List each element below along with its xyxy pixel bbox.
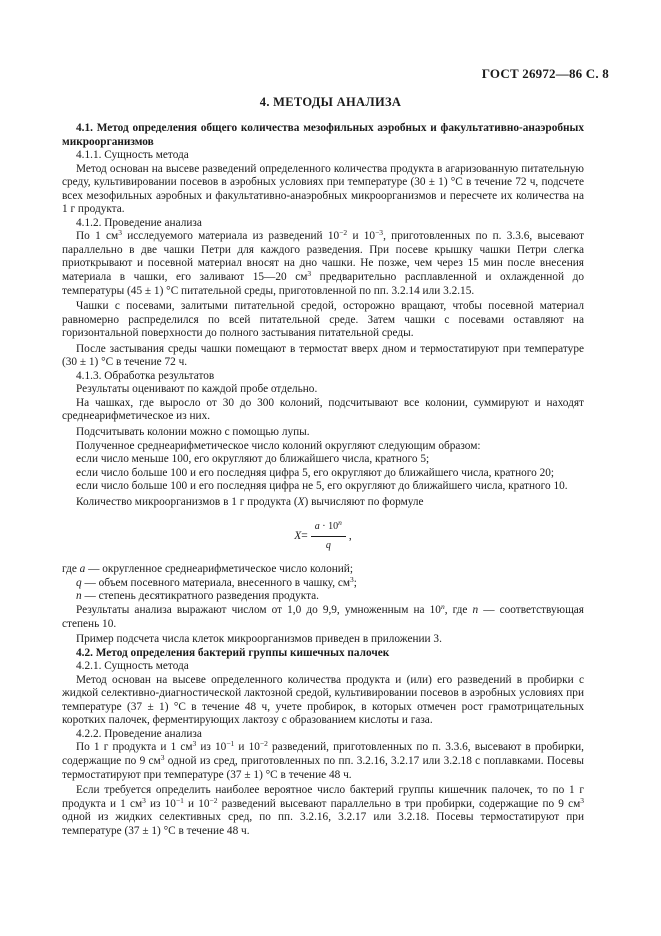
clause-4-1-3-para-5: если число меньше 100, его округляют до ближайшего числа, кратного 5; [76, 453, 430, 466]
clause-4-1-2-title: 4.1.2. Проведение анализа [76, 216, 202, 229]
page-header: ГОСТ 26972—86 С. 8 [481, 66, 609, 81]
result-expression: Результаты анализа выражают числом от 1,0 до 9,9, умноженным на 10$^n$, где n — соответствующая степень 10. [62, 601, 584, 630]
clause-4-1-3-para-4: Полученное среднеарифметическое число колоний округляют следующим образом: [76, 439, 481, 452]
clause-4-1-2-para-2: Чашки с посевами, залитыми питательной средой, осторожно вращают, чтобы посевной материал равномерно распределился по всей питательной среде. Затем чашки с посевами оставляют на горизонтальной поверхности до полного застывания питательной среды. [62, 300, 584, 340]
clause-4-1-3-title: 4.1.3. Обработка результатов [76, 369, 215, 382]
subsection-title-4-1: 4.1. Метод определения общего количества мезофильных аэробных и факультативно-анаэробных микроорганизмов [62, 122, 584, 148]
where-a: где a — округленное среднеарифметическое число колоний; [62, 563, 353, 576]
clause-4-2-2-title: 4.2.2. Проведение анализа [76, 727, 202, 740]
clause-4-1-3-para-8: Количество микроорганизмов в 1 г продукта (X) вычисляют по формуле [76, 495, 424, 508]
clause-4-1-2-para-3: После застывания среды чашки помещают в термостат вверх дном и термостатируют при температуре (30 ± 1) °С в течение 72 ч. [62, 342, 584, 369]
clause-4-1-3-para-2: На чашках, где выросло от 30 до 300 колоний, подсчитывают все колонии, суммируют и находят среднеарифметическое из них. [62, 396, 584, 423]
where-q: q — объем посевного материала, внесенного в чашку, $см^3$; [76, 574, 357, 589]
formula: X = $\frac{a \cdot 10^n}{q}$ , [294, 518, 352, 551]
clause-4-2-1-text: Метод основан на высеве определенного количества продукта и (или) его разведений в пробирки с жидкой селективно-диагностической лактозной средой, культивировании посевов в аэробных условиях при температуре (37 ± 1) °С в течение 48 ч, учете пробирок, в которых отмечен рост грамотрицательных коротких палочек, ферментирующих лактозу с образованием кислоты и газа. [62, 673, 584, 727]
section-title: 4. МЕТОДЫ АНАЛИЗА [259, 95, 402, 109]
clause-4-2-2-para-1: По 1 г продукта и 1 $см^3$ из $10^{-1}$ и $10^{-2}$ разведений, приготовленных по п. 3.3.6, высевают в пробирки, содержащие по 9 $см^3$ одной из сред, приготовленных по пп. 3.2.16, 3.2.17 или 3.2.18 с поплавками. Посевы термостатируют при температуре (37 ± 1) °С в течение 48 ч. [62, 739, 584, 781]
clause-4-2-2-para-2: Если требуется определить наиболее вероятное число бактерий группы кишечник палочек, то по 1 г продукта и 1 $см^3$ из $10^{-1}$ и $10^{-2}$ разведений высевают параллельно в три пробирки, содержащие по 9 $см^3$ одной из жидких селективных сред, по пп. 3.2.16, 3.2.17 или 3.2.18. Посевы термостатируют при температуре (37 ± 1) °С в течение 48 ч. [62, 784, 584, 837]
where-n: n — степень десятикратного разведения продукта. [76, 590, 319, 603]
clause-4-1-1-text: Метод основан на высеве разведений определенного количества продукта в агаризованную питательную среду, культивировании посевов в аэробных условиях при температуре (30 ± 1) °С в течение 72 ч, подсчете всех мезофильных аэробных и факультативно-анаэробных микроорганизмов и пересчете их количества на 1 г продукта. [62, 162, 584, 216]
subsection-title-4-2: 4.2. Метод определения бактерий группы кишечных палочек [76, 646, 390, 659]
clause-4-1-3-para-1: Результаты оценивают по каждой пробе отдельно. [76, 383, 318, 396]
clause-4-1-3-para-7: если число больше 100 и его последняя цифра не 5, его округляют до ближайшего числа, кратного 10. [76, 480, 568, 493]
document-body [62, 122, 584, 838]
clause-4-1-2-para-1: По 1 $см^3$ исследуемого материала из разведений $10^{-2}$ и $10^{-3}$, приготовленных по п. 3.3.6, высевают параллельно в две чашки Петри для каждого разведения. При посеве крышку чашки Петри слегка приоткрывают и посевной материал вносят на дно чашки. Не позже, чем через 15 мин после внесения материала в чашки, его заливают 15—20 $см^3$ предварительно расплавленной и охлажденной до температуры (45 ± 1) °С питательной среды, приготовленной по пп. 3.2.14 или 3.2.15. [62, 228, 584, 297]
clause-4-1-3-para-6: если число больше 100 и его последняя цифра 5, его округляют до ближайшего числа, кратного 20; [76, 466, 555, 479]
example-reference: Пример подсчета числа клеток микроорганизмов приведен в приложении 3. [76, 633, 442, 646]
clause-4-1-3-para-3: Подсчитывать колонии можно с помощью лупы. [76, 426, 310, 439]
clause-4-2-1-title: 4.2.1. Сущность метода [76, 660, 189, 673]
clause-4-1-1-title: 4.1.1. Сущность метода [76, 149, 189, 162]
